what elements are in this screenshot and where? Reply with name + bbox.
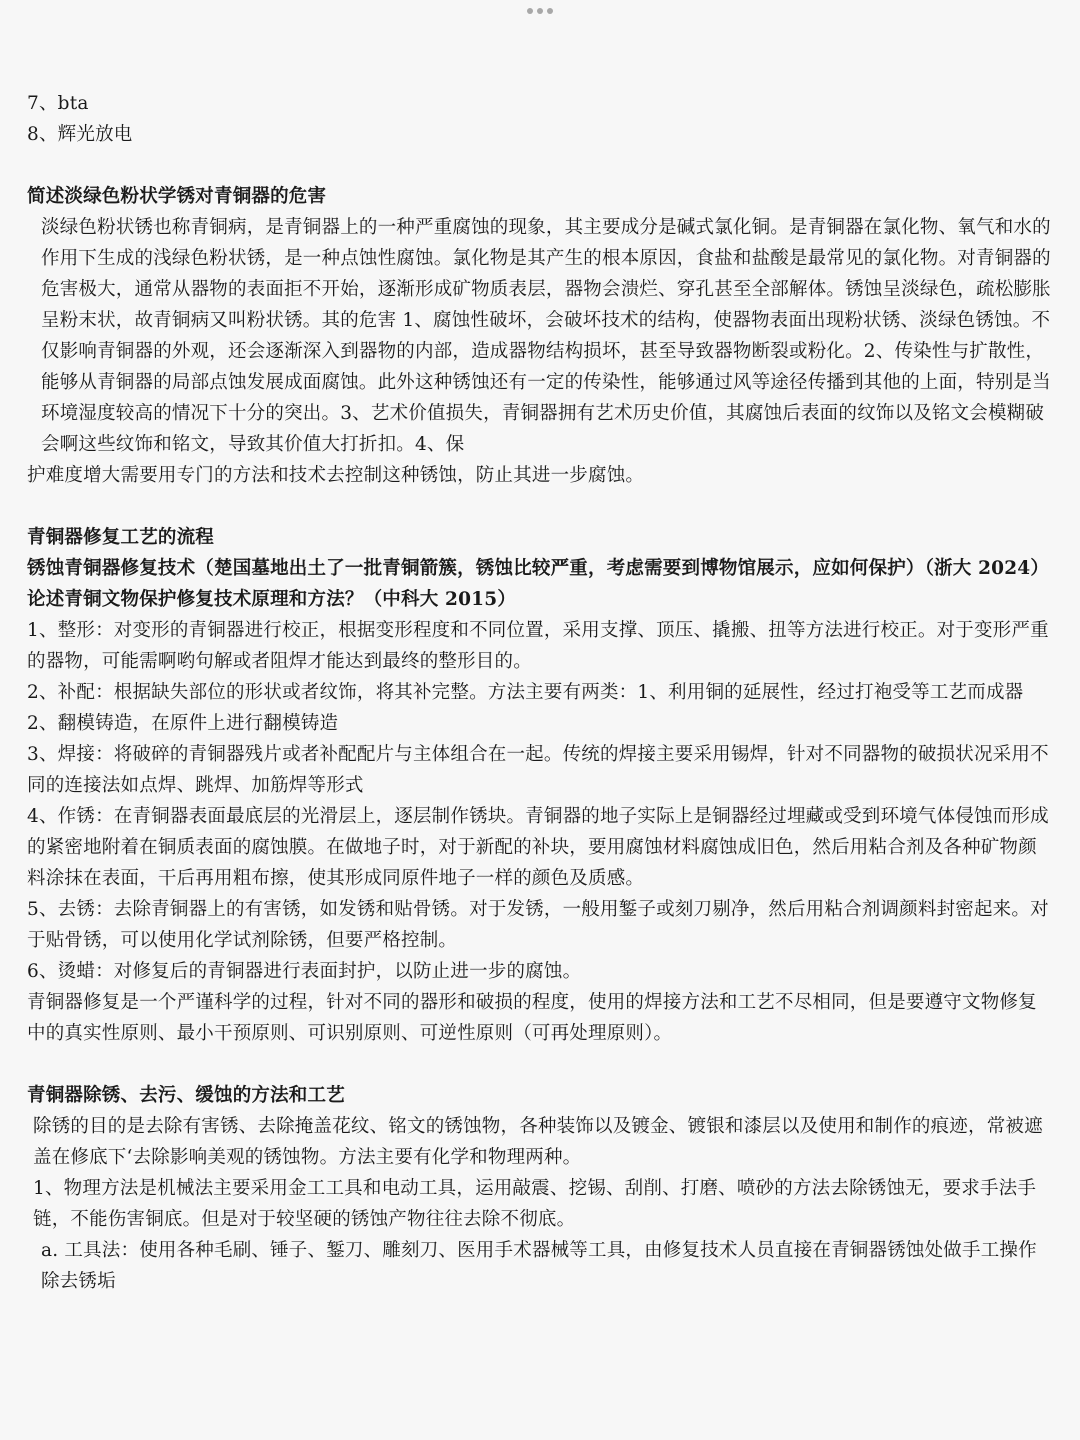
spacer — [27, 491, 1055, 522]
spacer — [27, 1049, 1055, 1080]
list-item: 7、bta — [27, 93, 89, 114]
section-subtitle: 论述青铜文物保护修复技术原理和方法？（中科大 2015） — [27, 589, 517, 610]
section-title: 青铜器修复工艺的流程 — [27, 527, 215, 548]
document-body — [27, 88, 1055, 1297]
step-item: 3、焊接：将破碎的青铜器残片或者补配配片与主体组合在一起。传统的焊接主要采用锡焊，针对不同器物的破损状况采用不同的连接法如点焊、跳焊、加筋焊等形式 — [27, 744, 1049, 796]
more-options-icon[interactable] — [527, 8, 553, 14]
spacer — [27, 150, 1055, 181]
step-item: 2、补配：根据缺失部位的形状或者纹饰，将其补完整。方法主要有两类：1、利用铜的延展性，经过打袍受等工艺而成器 2、翻模铸造，在原件上进行翻模铸造 — [27, 682, 1024, 734]
section-title: 青铜器除锈、去污、缓蚀的方法和工艺 — [27, 1085, 345, 1106]
paragraph: 除锈的目的是去除有害锈、去除掩盖花纹、铭文的锈蚀物，各种装饰以及镀金、镀银和漆层以及使用和制作的痕迹，常被遮盖在修底下‘去除影响美观的锈蚀物。方法主要有化学和物理两种。 — [33, 1116, 1043, 1168]
list-item: 8、辉光放电 — [27, 124, 133, 145]
paragraph: 护难度增大需要用专门的方法和技术去控制这种锈蚀，防止其进一步腐蚀。 — [27, 465, 645, 486]
step-item: 4、作锈：在青铜器表面最底层的光滑层上，逐层制作锈块。青铜器的地子实际上是铜器经过埋藏或受到环境气体侵蚀而形成的紧密地附着在铜质表面的腐蚀膜。在做地子时，对于新配的补块，要用腐蚀材料腐蚀成旧色，然后用粘合剂及各种矿物颜料涂抹在表面，干后再用粗布擦，使其形成同原件地子一样的颜色及质感。 — [27, 806, 1049, 889]
paragraph: 1、物理方法是机械法主要采用金工工具和电动工具，运用敲震、挖锡、刮削、打磨、喷砂的方法去除锈蚀无，要求手法手链，不能伤害铜底。但是对于较坚硬的锈蚀产物往往去除不彻底。 — [33, 1178, 1037, 1230]
section-title: 简述淡绿色粉状学锈对青铜器的危害 — [27, 186, 327, 207]
paragraph: 青铜器修复是一个严谨科学的过程，针对不同的器形和破损的程度，使用的焊接方法和工艺不尽相同，但是要遵守文物修复中的真实性原则、最小干预原则、可识别原则、可逆性原则（可再处理原则）。 — [27, 992, 1037, 1044]
step-item: 1、整形：对变形的青铜器进行校正，根据变形程度和不同位置，采用支撑、顶压、撬搬、扭等方法进行校正。对于变形严重的器物，可能需啊哟句解或者阻焊才能达到最终的整形目的。 — [27, 620, 1049, 672]
section-subtitle: 锈蚀青铜器修复技术（楚国墓地出土了一批青铜箭簇，锈蚀比较严重，考虑需要到博物馆展示，应如何保护）（浙大 2024） — [27, 558, 1050, 579]
step-item: 6、烫蜡：对修复后的青铜器进行表面封护，以防止进一步的腐蚀。 — [27, 961, 582, 982]
paragraph: 淡绿色粉状锈也称青铜病，是青铜器上的一种严重腐蚀的现象，其主要成分是碱式氯化铜。是青铜器在氯化物、氧气和水的作用下生成的浅绿色粉状锈，是一种点蚀性腐蚀。氯化物是其产生的根本原因，食盐和盐酸是最常见的氯化物。对青铜器的危害极大，通常从器物的表面拒不开始，逐渐形成矿物质表层，器物会溃烂、穿孔甚至全部解体。锈蚀呈淡绿色，疏松膨胀呈粉末状，故青铜病又叫粉状锈。其的危害 1、腐蚀性破坏，会破坏技术的结构，使器物表面出现粉状锈、淡绿色锈蚀。不仅影响青铜器的外观，还会逐渐深入到器物的内部，造成器物结构损坏，甚至导致器物断裂或粉化。2、传染性与扩散性，能够从青铜器的局部点蚀发展成面腐蚀。此外这种锈蚀还有一定的传染性，能够通过风等途径传播到其他的上面，特别是当环境湿度较高的情况下十分的突出。3、艺术价值损失，青铜器拥有艺术历史价值，其腐蚀后表面的纹饰以及铭文会模糊破会啊这些纹饰和铭文，导致其价值大打折扣。4、保 — [41, 217, 1051, 455]
paragraph: a. 工具法：使用各种毛刷、锤子、錾刀、雕刻刀、医用手术器械等工具，由修复技术人员直接在青铜器锈蚀处做手工操作除去锈垢 — [41, 1240, 1037, 1292]
step-item: 5、去锈：去除青铜器上的有害锈，如发锈和贴骨锈。对于发锈，一般用錾子或刻刀剔净，然后用粘合剂调颜料封密起来。对于贴骨锈，可以使用化学试剂除锈，但要严格控制。 — [27, 899, 1049, 951]
